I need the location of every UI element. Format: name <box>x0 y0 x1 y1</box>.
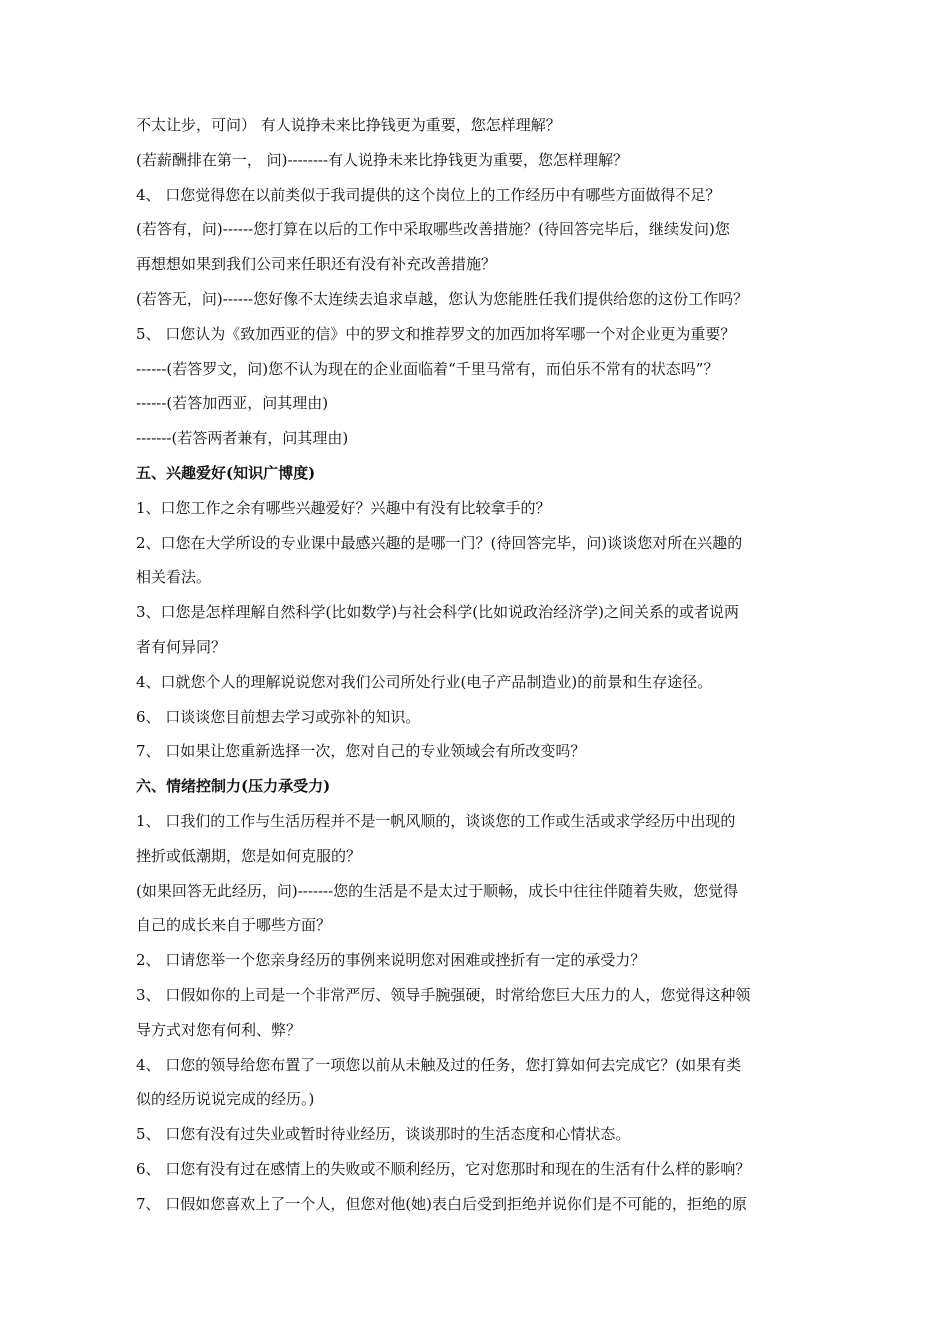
text-line: 7、 口如果让您重新选择一次，您对自己的专业领域会有所改变吗？ <box>136 742 586 761</box>
text-line: 2、 口请您举一个您亲身经历的事例来说明您对困难或挫折有一定的承受力？ <box>136 951 646 970</box>
text-line: (若答无，问)------您好像不太连续去追求卓越，您认为您能胜任我们提供给您的这份工作吗？ <box>136 289 749 308</box>
section-heading-hobbies: 五、兴趣爱好(知识广博度) <box>136 463 316 482</box>
text-line: 者有何异同？ <box>136 637 227 656</box>
text-line: 1、 口我们的工作与生活历程并不是一帆风顺的，谈谈您的工作或生活或求学经历中出现的 <box>136 811 736 830</box>
text-line: ------(若答加西亚，问其理由) <box>136 394 329 413</box>
text-line: 2、口您在大学所设的专业课中最感兴趣的是哪一门？(待回答完毕，问)谈谈您对所在兴趣的 <box>136 533 743 552</box>
document-page <box>136 108 826 1222</box>
text-line: 3、口您是怎样理解自然科学(比如数学)与社会科学(比如说政治经济学)之间关系的或者说两 <box>136 603 739 622</box>
text-line: 6、 口您有没有过在感情上的失败或不顺利经历，它对您那时和现在的生活有什么样的影响？ <box>136 1159 751 1178</box>
section-heading-emotional-control: 六、情绪控制力(压力承受力) <box>136 777 331 796</box>
text-line: 相关看法。 <box>136 568 212 587</box>
text-line: 似的经历说说完成的经历。) <box>136 1090 315 1109</box>
text-line: 4、 口您觉得您在以前类似于我司提供的这个岗位上的工作经历中有哪些方面做得不足？ <box>136 185 721 204</box>
text-line: 3、 口假如你的上司是一个非常严厉、领导手腕强硬，时常给您巨大压力的人，您觉得这种领 <box>136 985 751 1004</box>
text-line: 5、 口您认为《致加西亚的信》中的罗文和推荐罗文的加西加将军哪一个对企业更为重要？ <box>136 324 736 343</box>
text-line: 7、 口假如您喜欢上了一个人，但您对他(她)表白后受到拒绝并说你们是不可能的，拒绝的原 <box>136 1194 748 1213</box>
text-line: -------(若答两者兼有，问其理由) <box>136 429 349 448</box>
text-line: 自己的成长来自于哪些方面？ <box>136 916 332 935</box>
text-line: 4、 口您的领导给您布置了一项您以前从未触及过的任务，您打算如何去完成它？(如果有类 <box>136 1055 742 1074</box>
text-line: 6、 口谈谈您目前想去学习或弥补的知识。 <box>136 707 421 726</box>
text-line: 1、口您工作之余有哪些兴趣爱好？兴趣中有没有比较拿手的？ <box>136 498 551 517</box>
text-line: 挫折或低潮期，您是如何克服的？ <box>136 846 362 865</box>
text-line: 5、 口您有没有过失业或暂时待业经历，谈谈那时的生活态度和心情状态。 <box>136 1125 631 1144</box>
text-line: 4、口就您个人的理解说说您对我们公司所处行业(电子产品制造业)的前景和生存途径。 <box>136 672 713 691</box>
text-line: 不太让步，可问） 有人说挣未来比挣钱更为重要，您怎样理解？ <box>136 116 561 134</box>
text-line: ------(若答罗文，问)您不认为现在的企业面临着“千里马常有，而伯乐不常有的状态吗”？ <box>136 359 719 378</box>
text-line: (如果回答无此经历，问)-------您的生活是不是太过于顺畅，成长中往往伴随着失败，您觉得 <box>136 881 739 900</box>
text-line: (若答有，问)------您打算在以后的工作中采取哪些改善措施？(待回答完毕后，继续发问)您 <box>136 220 730 239</box>
text-line: 导方式对您有何利、弊？ <box>136 1020 302 1039</box>
text-line: (若薪酬排在第一， 问)--------有人说挣未来比挣钱更为重要，您怎样理解？ <box>136 150 629 169</box>
text-line: 再想想如果到我们公司来任职还有没有补充改善措施？ <box>136 255 497 274</box>
